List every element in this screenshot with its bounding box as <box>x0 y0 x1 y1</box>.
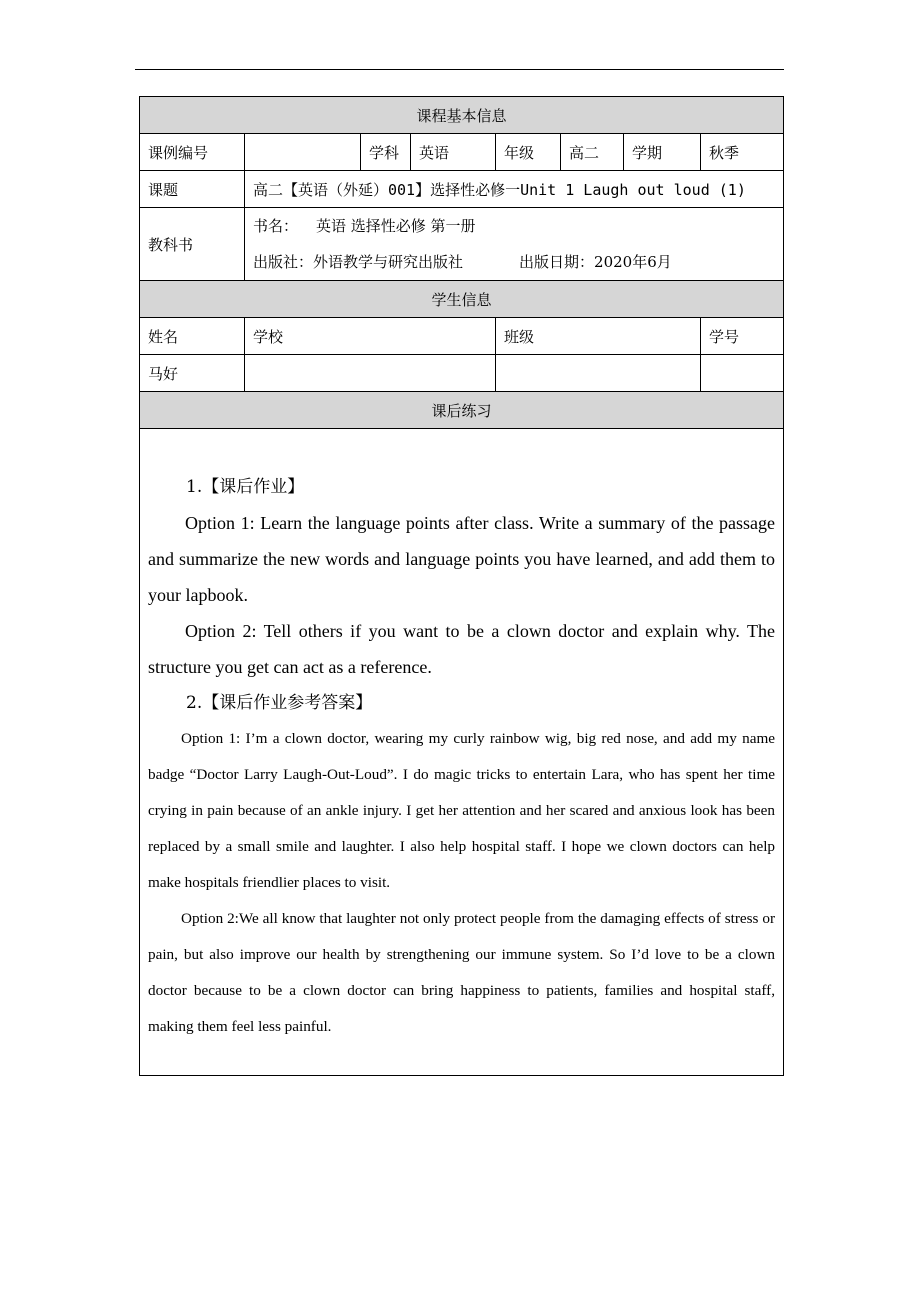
homework-content <box>140 429 784 1076</box>
answer-option-2: Option 2:We all know that laughter not only protect people from the damaging effects of stress or pain, but also improve our health by strengthening our immune system. So I’d love to be a clown doctor because to be a clown doctor can bring happiness to patients, families and hospital staff, making them feel less painful. <box>148 910 776 1035</box>
publisher: 外语教学与研究出版社 <box>313 253 464 271</box>
book-name-label: 书名： <box>253 217 299 235</box>
publisher-label: 出版社： <box>253 253 314 271</box>
student-info-header: 学生信息 <box>140 281 784 318</box>
course-info-header: 课程基本信息 <box>140 97 784 134</box>
answer-heading: 2.【课后作业参考答案】 <box>186 693 373 713</box>
case-no-label: 课例编号 <box>140 134 245 171</box>
term-label: 学期 <box>624 134 701 171</box>
course-table <box>139 96 784 1076</box>
course-meta-row <box>140 134 784 171</box>
answer-option-1: Option 1: I’m a clown doctor, wearing my curly rainbow wig, big red nose, and add my name badge “Doctor Larry Laugh-Out-Loud”. I do magic tricks to entertain Lara, who has spent her time crying in pain because of an ankle injury. I get her attention and her scared and anxious look has been replaced by a small smile and laughter. I also help hospital staff. I hope we clown doctors can help make hospitals friendlier places to visit. <box>148 730 776 891</box>
student-header-row <box>140 318 784 355</box>
homework-row <box>140 429 784 1076</box>
textbook-row <box>140 208 784 281</box>
textbook-info <box>245 208 784 281</box>
header-rule <box>135 69 784 70</box>
case-no-value <box>245 134 361 171</box>
pub-date: 2020年6月 <box>594 253 672 271</box>
grade-value: 高二 <box>561 134 624 171</box>
grade-label: 年级 <box>496 134 561 171</box>
student-class <box>496 355 701 392</box>
id-label: 学号 <box>701 318 784 355</box>
title-label: 课题 <box>140 171 245 208</box>
term-value: 秋季 <box>701 134 784 171</box>
student-id <box>701 355 784 392</box>
student-value-row <box>140 355 784 392</box>
student-school <box>245 355 496 392</box>
task-option-1: Option 1: Learn the language points after class. Write a summary of the passage and summarize the new words and language points you have learned, and add them to your lapbook. <box>148 513 776 605</box>
course-title-row <box>140 171 784 208</box>
subject-value: 英语 <box>411 134 496 171</box>
school-label: 学校 <box>245 318 496 355</box>
task-heading: 1.【课后作业】 <box>186 477 305 497</box>
pub-date-label: 出版日期： <box>519 253 595 271</box>
homework-header: 课后练习 <box>140 392 784 429</box>
book-name: 英语 选择性必修 第一册 <box>316 217 476 235</box>
publisher-line <box>253 244 775 280</box>
task-option-2: Option 2: Tell others if you want to be a clown doctor and explain why. The structure you get can act as a reference. <box>148 621 776 677</box>
class-label: 班级 <box>496 318 701 355</box>
book-name-line <box>253 208 775 244</box>
name-label: 姓名 <box>140 318 245 355</box>
student-name: 马好 <box>140 355 245 392</box>
course-title: 高二【英语（外延）001】选择性必修一Unit 1 Laugh out loud (1) <box>245 171 784 208</box>
textbook-label: 教科书 <box>140 208 245 281</box>
subject-label: 学科 <box>361 134 411 171</box>
